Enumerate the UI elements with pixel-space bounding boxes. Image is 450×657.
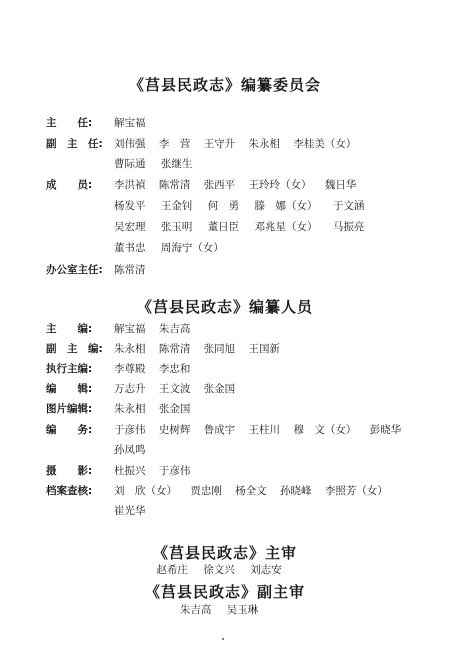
deputy-name: 朱永相 (248, 138, 281, 150)
staff-names (114, 342, 290, 356)
member-name: 杨发平 (114, 200, 146, 212)
deputy-reviewer-name: 吴玉琳 (226, 604, 259, 616)
office-names (114, 263, 156, 277)
staff-name: 崔光华 (114, 505, 146, 517)
staff-name: 鲁成宇 (203, 424, 236, 436)
member-name: 魏日华 (324, 179, 357, 191)
office-name: 陈常清 (114, 264, 146, 276)
staff-names (114, 362, 200, 376)
member-name: 吴宏理 (114, 221, 146, 233)
chief-name: 解宝福 (114, 117, 146, 129)
staff-name: 杜振兴 (114, 465, 146, 477)
chief-names (114, 116, 156, 130)
staff-name: 孙晓峰 (280, 485, 312, 497)
staff-label: 编 辑: (46, 383, 93, 395)
staff-name: 朱永相 (114, 403, 146, 415)
staff-name: 朱吉高 (158, 323, 191, 335)
staff-names (114, 382, 245, 396)
member-name: 董书忠 (114, 242, 146, 254)
deputy-name: 张继生 (160, 158, 193, 170)
deputy-name: 曹际通 (114, 158, 146, 170)
members-line-1 (114, 178, 366, 192)
staff-names (114, 402, 200, 416)
staff-name: 孙凤鸣 (114, 444, 146, 456)
reviewer-name: 徐文兴 (203, 564, 235, 576)
staff-names (114, 464, 200, 478)
staff-name: 刘 欣（女） (114, 485, 177, 497)
deputy-names-line-2 (114, 157, 204, 171)
member-name: 滕 娜（女） (254, 200, 318, 212)
staff-name: 朱永相 (114, 343, 146, 355)
staff-name: 于彦伟 (158, 465, 191, 477)
staff-label: 主 编: (46, 323, 93, 335)
staff-name: 陈常清 (158, 343, 191, 355)
staff-name: 史树辉 (158, 424, 191, 436)
staff-name: 贾忠刚 (190, 485, 222, 497)
deputy-name: 李桂美（女） (293, 138, 357, 150)
reviewers-names (0, 563, 450, 577)
member-name: 周海宁（女） (160, 242, 224, 254)
member-name: 张西平 (203, 179, 236, 191)
staff-name: 王文波 (158, 383, 191, 395)
staff-name: 穆 文（女） (293, 424, 357, 436)
deputy-reviewers-title: 《莒县民政志》副主审 (144, 583, 305, 601)
member-name: 董日臣 (207, 221, 240, 233)
staff-name: 李照芳（女） (324, 485, 388, 497)
staff-label: 档案查核: (46, 485, 93, 497)
staff-name: 李尊殿 (114, 363, 146, 375)
reviewer-name: 刘志安 (250, 564, 282, 576)
staff-names (114, 484, 398, 498)
staff-names-line-2 (114, 504, 158, 518)
staff-names (114, 423, 411, 437)
deputy-reviewers-names (0, 603, 450, 617)
members-line-4 (114, 241, 236, 255)
staff-label: 执行主编: (46, 363, 93, 375)
member-name: 李洪禎 (114, 179, 146, 191)
staff-name: 王柱川 (248, 424, 281, 436)
staff-label: 摄 影: (46, 465, 93, 477)
staff-name: 张金国 (203, 383, 236, 395)
members-line-3 (114, 220, 376, 234)
member-name: 张玉明 (160, 221, 193, 233)
staff-names-line-2 (114, 443, 158, 457)
staff-title: 《莒县民政志》编纂人员 (136, 298, 313, 316)
member-name: 王玲玲（女） (248, 179, 312, 191)
staff-name: 李忠和 (158, 363, 191, 375)
member-name: 马振亮 (332, 221, 365, 233)
staff-names (114, 322, 200, 336)
reviewer-name: 赵希庄 (156, 564, 188, 576)
committee-title: 《莒县民政志》编纂委员会 (128, 76, 321, 94)
office-label: 办公室主任: (46, 264, 103, 276)
chief-label: 主 任: (46, 117, 93, 129)
member-name: 邓兆星（女） (254, 221, 318, 233)
staff-name: 张同旭 (203, 343, 236, 355)
deputy-name: 王守升 (203, 138, 236, 150)
members-line-2 (114, 199, 376, 213)
staff-label: 副 主 编: (46, 343, 103, 355)
staff-name: 解宝福 (114, 323, 146, 335)
members-label: 成 员: (46, 179, 93, 191)
page-dot (222, 638, 224, 640)
member-name: 于文涵 (332, 200, 365, 212)
member-name: 陈常清 (158, 179, 191, 191)
staff-name: 彭晓华 (369, 424, 402, 436)
staff-label: 图片编辑: (46, 403, 93, 415)
staff-name: 王国新 (248, 343, 281, 355)
staff-label: 编 务: (46, 424, 93, 436)
staff-name: 杨全文 (235, 485, 267, 497)
staff-name: 万志升 (114, 383, 146, 395)
member-name: 何 勇 (207, 200, 240, 212)
staff-name: 于彦伟 (114, 424, 146, 436)
reviewers-title: 《莒县民政志》主审 (152, 544, 297, 562)
deputy-name: 刘伟强 (114, 138, 146, 150)
member-name: 王金钊 (160, 200, 193, 212)
deputy-label: 副 主 任: (46, 138, 103, 150)
deputy-reviewer-name: 朱吉高 (179, 604, 212, 616)
deputy-names-line-1 (114, 137, 366, 151)
staff-name: 张金国 (158, 403, 191, 415)
deputy-name: 李 营 (158, 138, 191, 150)
